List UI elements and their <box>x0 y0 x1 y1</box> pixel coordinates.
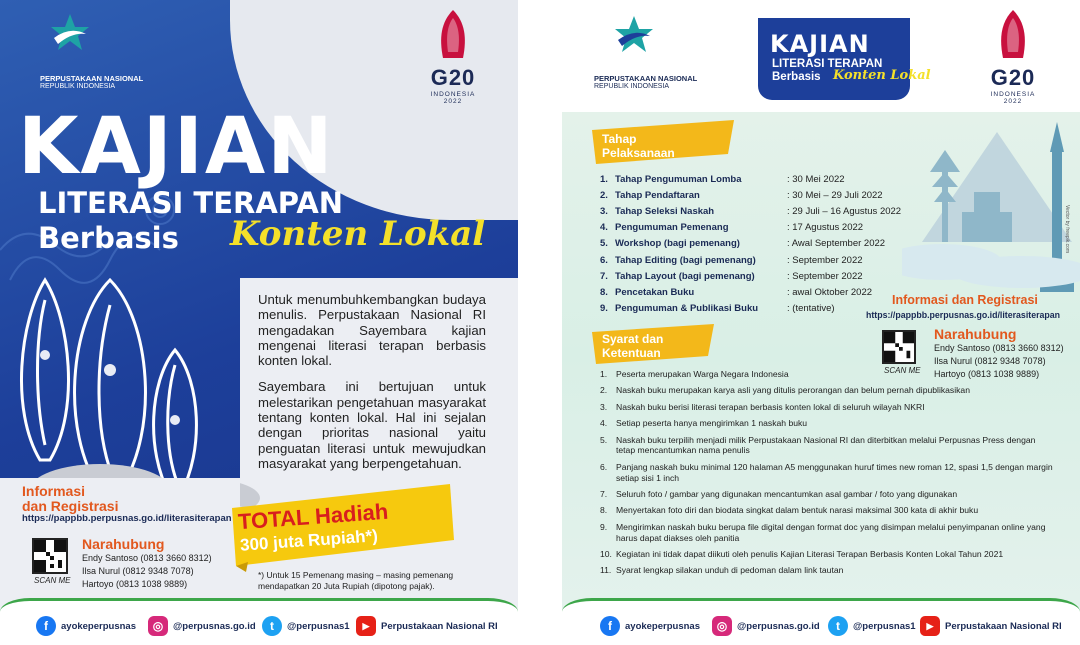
g20-gunungan-icon <box>995 8 1031 60</box>
title-berbasis: Berbasis <box>38 221 179 255</box>
syarat-text: Mengirimkan naskah buku berupa file digital dengan format doc yang disimpan melalui penyimpanan online yang harus dapat diakses oleh panitia <box>616 521 1046 543</box>
youtube-channel: Perpustakaan Nasional RI <box>381 620 498 632</box>
org-name: PERPUSTAKAAN NASIONAL <box>40 74 144 83</box>
twitter-link[interactable] <box>262 615 350 637</box>
g20-country: INDONESIA <box>990 91 1036 98</box>
instagram-link[interactable] <box>148 615 256 637</box>
facebook-link[interactable] <box>36 615 136 637</box>
perpusnas-star-icon <box>614 14 654 54</box>
syarat-number: 11. <box>600 565 612 576</box>
info-registrasi-title <box>22 484 118 514</box>
poster-kajian-intro <box>0 0 518 645</box>
narahubung-title: Narahubung <box>82 536 165 552</box>
syarat-number: 1. <box>600 369 608 379</box>
twitter-link[interactable] <box>828 615 916 637</box>
tahap-name: Tahap Layout (bagi pemenang) <box>615 270 755 282</box>
tahap-name: Tahap Editing (bagi pemenang) <box>615 254 756 266</box>
syarat-item <box>600 369 1056 380</box>
tahap-name: Tahap Seleksi Naskah <box>615 205 715 217</box>
tahap-row <box>600 268 940 284</box>
hadiah-title: TOTAL Hadiah <box>237 498 390 535</box>
tahap-date: : (tentative) <box>787 303 835 315</box>
syarat-text: Naskah buku berisi literasi terapan berbasis konten lokal di seluruh wilayah NKRI <box>616 401 925 412</box>
syarat-title-line2: Ketentuan <box>602 346 661 360</box>
tahap-date: : awal Oktober 2022 <box>787 286 873 298</box>
header-konten-lokal: Konten Lokal <box>833 68 931 83</box>
info-title-line1: Informasi <box>22 483 86 499</box>
youtube-link[interactable] <box>356 615 498 637</box>
intro-text <box>258 292 486 471</box>
tahap-number: 2. <box>600 189 608 201</box>
vector-credit: Vector by freepik.com <box>1064 205 1070 254</box>
syarat-text: Menyertakan foto diri dan biodata singkat dalam bentuk narasi maksimal 300 kata di akhir buku <box>616 505 979 516</box>
title-kajian: KAJIAN <box>18 102 335 192</box>
tahap-title-line2: Pelaksanaan <box>602 146 675 160</box>
syarat-item <box>600 489 1056 500</box>
registration-link[interactable]: https://pappbb.perpusnas.go.id/literasiterapan <box>866 310 1061 320</box>
g20-year: 2022 <box>1003 98 1023 105</box>
org-name: PERPUSTAKAAN NASIONAL <box>594 74 698 83</box>
header-kajian: KAJIAN <box>770 30 870 58</box>
syarat-list <box>600 369 1056 582</box>
intro-paragraph-2: Sayembara ini bertujuan untuk melestarikan pengetahuan masyarakat tentang konten lokal. Hal ini sejalan dengan prioritas nasional yaitu penguatan literasi untuk mewujudkan masyarakat yang berpengetahuan. <box>258 379 486 471</box>
syarat-number: 6. <box>600 461 608 472</box>
syarat-item <box>600 435 1056 457</box>
syarat-number: 9. <box>600 521 608 532</box>
tahap-row <box>600 252 940 268</box>
facebook-handle: ayokeperpusnas <box>61 620 136 632</box>
instagram-handle: @perpusnas.go.id <box>173 620 256 632</box>
syarat-text: Setiap peserta hanya mengirimkan 1 naskah buku <box>616 418 808 429</box>
tahap-date: : September 2022 <box>787 270 863 282</box>
header-berbasis: Berbasis <box>772 71 821 83</box>
registration-link[interactable]: https://pappbb.perpusnas.go.id/literasiterapan <box>22 513 232 524</box>
syarat-text: Peserta merupakan Warga Negara Indonesia <box>616 369 789 379</box>
social-footer <box>562 598 1080 645</box>
twitter-handle: @perpusnas1 <box>853 620 916 632</box>
tahap-number: 1. <box>600 173 608 185</box>
tahap-date: : 17 Agustus 2022 <box>787 222 864 234</box>
syarat-text: Seluruh foto / gambar yang digunakan mencantumkan asal gambar / foto yang digunakan <box>616 488 958 499</box>
tahap-row <box>600 171 940 187</box>
tahap-name: Pengumuman Pemenang <box>615 222 729 234</box>
tahap-row <box>600 187 940 203</box>
tahap-number: 4. <box>600 222 608 234</box>
youtube-link[interactable] <box>920 615 1062 637</box>
syarat-item <box>600 522 1056 544</box>
youtube-icon: ▶ <box>356 616 376 636</box>
contact-ilsa: Ilsa Nurul (0812 9348 7078) <box>82 566 194 576</box>
syarat-item <box>600 549 1056 560</box>
tahap-title-line1: Tahap <box>602 132 637 146</box>
intro-paragraph-1: Untuk menumbuhkembangkan budaya menulis. Perpustakaan Nasional RI mengadakan Sayembara kajian mengenai literasi terapan berbasis konten lokal. <box>258 292 486 369</box>
tahap-date: : 29 Juli – 16 Agustus 2022 <box>787 205 902 217</box>
facebook-icon: f <box>600 616 620 636</box>
tahap-row <box>600 220 940 236</box>
facebook-handle: ayokeperpusnas <box>625 620 700 632</box>
instagram-link[interactable] <box>712 615 820 637</box>
syarat-title-line1: Syarat dan <box>602 332 664 346</box>
syarat-number: 4. <box>600 418 608 429</box>
g20-country: INDONESIA <box>430 91 476 98</box>
tahap-date: : September 2022 <box>787 254 863 266</box>
tahap-row <box>600 203 940 219</box>
syarat-number: 10. <box>600 548 612 559</box>
qr-code-pattern-icon <box>884 332 914 362</box>
poster-kajian-details <box>562 0 1080 645</box>
syarat-text: Naskah buku merupakan karya asli yang ditulis perorangan dan belum pernah dipublikasikan <box>616 385 970 396</box>
qr-code-pattern-icon <box>34 540 66 572</box>
instagram-handle: @perpusnas.go.id <box>737 620 820 632</box>
twitter-icon: t <box>262 616 282 636</box>
contact-hartoyo: Hartoyo (0813 1038 9889) <box>934 369 1040 379</box>
g20-text: G20 <box>990 65 1036 90</box>
g20-logo <box>418 8 488 105</box>
contact-ilsa: Ilsa Nurul (0812 9348 7078) <box>934 356 1046 366</box>
perpusnas-logo <box>50 12 90 57</box>
syarat-item <box>600 565 1056 576</box>
youtube-channel: Perpustakaan Nasional RI <box>945 620 1062 632</box>
syarat-number: 5. <box>600 434 608 445</box>
syarat-number: 7. <box>600 488 608 499</box>
instagram-icon: ◎ <box>712 616 732 636</box>
syarat-title <box>602 332 663 360</box>
perpusnas-star-icon <box>50 12 90 52</box>
facebook-link[interactable] <box>600 615 700 637</box>
contact-endy: Endy Santoso (0813 3660 8312) <box>934 343 1064 353</box>
tahap-list <box>600 171 940 317</box>
social-footer <box>0 598 518 645</box>
instagram-icon: ◎ <box>148 616 168 636</box>
g20-year: 2022 <box>443 98 463 105</box>
tahap-number: 7. <box>600 270 608 282</box>
syarat-number: 2. <box>600 385 608 396</box>
syarat-text: Naskah buku terpilih menjadi milik Perpustakaan Nasional RI dan diterbitkan melalui Perpusnas Press dengan tetap mencantumkan nama penulis <box>616 434 1036 456</box>
scan-me-label: SCAN ME <box>34 576 71 585</box>
g20-logo <box>978 8 1048 105</box>
qr-code[interactable] <box>32 538 68 574</box>
org-subname: REPUBLIK INDONESIA <box>40 83 116 90</box>
info-title-line2: dan Registrasi <box>22 498 119 514</box>
perpusnas-logo <box>614 14 654 59</box>
tahap-number: 3. <box>600 205 608 217</box>
syarat-text: Syarat lengkap silakan unduh di pedoman dalam link tautan <box>616 565 844 576</box>
hadiah-note: *) Untuk 15 Pemenang masing – masing pemenang mendapatkan 20 Juta Rupiah (dipotong pajak). <box>258 570 454 591</box>
tahap-date: : 30 Mei – 29 Juli 2022 <box>787 189 883 201</box>
syarat-text: Kegiatan ini tidak dapat diikuti oleh penulis Kajian Literasi Terapan Berbasis Konten Lokal Tahun 2021 <box>616 548 1004 559</box>
syarat-text: Panjang naskah buku minimal 120 halaman A5 menggunakan huruf times new roman 12, spasi 1,5 dengan margin setiap sisi 1 inch <box>616 461 1053 483</box>
tahap-name: Tahap Pendaftaran <box>615 189 700 201</box>
youtube-icon: ▶ <box>920 616 940 636</box>
syarat-item <box>600 402 1056 413</box>
tahap-number: 9. <box>600 303 608 315</box>
scan-me-label: SCAN ME <box>884 366 921 375</box>
syarat-item <box>600 505 1056 516</box>
tahap-name: Tahap Pengumuman Lomba <box>615 173 742 185</box>
tahap-name: Workshop (bagi pemenang) <box>615 238 740 250</box>
title-konten-lokal: Konten Lokal <box>230 214 486 254</box>
tahap-title <box>602 132 675 160</box>
twitter-icon: t <box>828 616 848 636</box>
info-registrasi-title: Informasi dan Registrasi <box>892 293 1038 307</box>
tahap-number: 8. <box>600 286 608 298</box>
twitter-handle: @perpusnas1 <box>287 620 350 632</box>
title-literasi-terapan: LITERASI TERAPAN <box>38 186 344 220</box>
g20-gunungan-icon <box>435 8 471 60</box>
facebook-icon: f <box>36 616 56 636</box>
tahap-row <box>600 284 940 300</box>
syarat-number: 3. <box>600 401 608 412</box>
tahap-number: 5. <box>600 238 608 250</box>
syarat-item <box>600 418 1056 429</box>
g20-text: G20 <box>430 65 476 90</box>
tahap-date: : Awal September 2022 <box>787 238 886 250</box>
tahap-date: : 30 Mei 2022 <box>787 173 845 185</box>
syarat-item <box>600 385 1056 396</box>
org-subname: REPUBLIK INDONESIA <box>594 83 670 90</box>
syarat-item <box>600 462 1056 484</box>
qr-code[interactable] <box>882 330 916 364</box>
syarat-number: 8. <box>600 505 608 516</box>
contact-endy: Endy Santoso (0813 3660 8312) <box>82 553 212 563</box>
contact-hartoyo: Hartoyo (0813 1038 9889) <box>82 579 188 589</box>
tahap-row <box>600 236 940 252</box>
tahap-number: 6. <box>600 254 608 266</box>
hadiah-amount: 300 juta Rupiah*) <box>239 526 379 555</box>
tahap-name: Pencetakan Buku <box>615 286 695 298</box>
header-literasi-terapan: LITERASI TERAPAN <box>772 58 883 70</box>
narahubung-title: Narahubung <box>934 326 1017 342</box>
tahap-name: Pengumuman & Publikasi Buku <box>615 303 759 315</box>
